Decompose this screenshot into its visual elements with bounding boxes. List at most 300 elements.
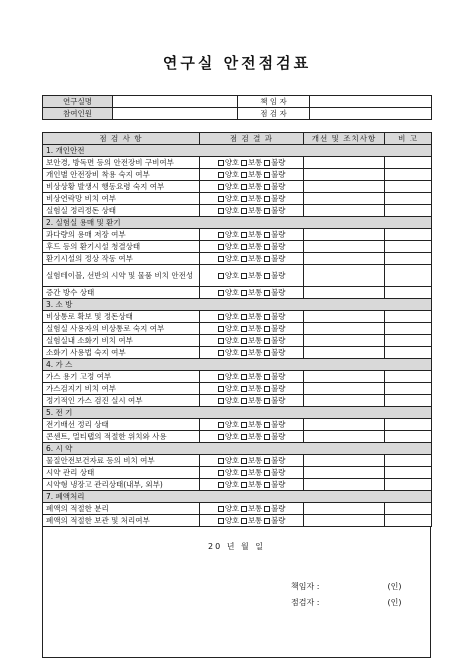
result-option-label: 불량 [271, 288, 286, 297]
action-field[interactable] [304, 157, 385, 169]
result-option-label: 불량 [271, 420, 286, 429]
result-option[interactable] [264, 324, 285, 333]
result-option-label: 불량 [271, 158, 286, 167]
checkbox-icon[interactable] [264, 350, 270, 356]
result-option-label: 양호 [224, 158, 239, 167]
result-option-label: 양호 [224, 348, 239, 357]
action-field[interactable] [304, 515, 385, 527]
checklist-row [43, 467, 432, 479]
result-option[interactable] [264, 432, 285, 441]
result-option-label: 불량 [271, 348, 286, 357]
result-option[interactable] [218, 230, 239, 239]
check-result-cell [200, 265, 304, 287]
checkbox-icon[interactable] [218, 422, 224, 428]
manager-seal[interactable]: (인) [387, 582, 402, 591]
checkbox-icon[interactable] [241, 184, 247, 190]
check-item-label: 비상통로 확보 및 정돈상태 [43, 311, 200, 323]
checkbox-icon[interactable] [218, 458, 224, 464]
inspector-signature-line [291, 597, 402, 608]
result-option[interactable] [264, 396, 285, 405]
participants-field[interactable] [113, 108, 238, 120]
result-option[interactable] [241, 158, 262, 167]
checkbox-icon[interactable] [218, 326, 224, 332]
checkbox-icon[interactable] [241, 518, 247, 524]
result-option[interactable] [218, 336, 239, 345]
result-option[interactable] [218, 182, 239, 191]
result-option[interactable] [241, 324, 262, 333]
remarks-field[interactable] [385, 371, 432, 383]
checkbox-icon[interactable] [241, 458, 247, 464]
checklist-row [43, 455, 432, 467]
result-option[interactable] [218, 170, 239, 179]
check-item-label: 정기적인 가스 검진 실시 여부 [43, 395, 200, 407]
remarks-field[interactable] [385, 169, 432, 181]
check-result-cell [200, 253, 304, 265]
inspector-seal[interactable]: (인) [387, 598, 402, 607]
result-option[interactable] [264, 504, 285, 513]
result-option[interactable] [264, 194, 285, 203]
checkbox-icon[interactable] [264, 290, 270, 296]
check-item-label: 실험테이블, 선반의 시약 및 물품 비치 안전성 [43, 265, 200, 287]
result-option[interactable] [241, 516, 262, 525]
check-item-label: 비상연락망 비치 여부 [43, 193, 200, 205]
checkbox-icon[interactable] [218, 434, 224, 440]
result-option-label: 양호 [224, 230, 239, 239]
result-option[interactable] [241, 420, 262, 429]
remarks-field[interactable] [385, 455, 432, 467]
result-option-label: 양호 [224, 516, 239, 525]
result-option[interactable] [264, 288, 285, 297]
check-item-label: 가스 용기 고정 여부 [43, 371, 200, 383]
checkbox-icon[interactable] [218, 518, 224, 524]
remarks-field[interactable] [385, 431, 432, 443]
check-result-cell [200, 287, 304, 299]
checkbox-icon[interactable] [264, 458, 270, 464]
remarks-field[interactable] [385, 157, 432, 169]
result-option[interactable] [264, 336, 285, 345]
result-option-label: 보통 [247, 480, 263, 489]
section-row [43, 491, 432, 503]
checkbox-icon[interactable] [264, 244, 270, 250]
checklist-row [43, 323, 432, 335]
lab-name-label: 연구실명 [43, 96, 113, 108]
result-option[interactable] [241, 480, 262, 489]
checkbox-icon[interactable] [218, 256, 224, 262]
checkbox-icon[interactable] [218, 374, 224, 380]
action-field[interactable] [304, 371, 385, 383]
check-item-label: 환기시설의 정상 작동 여부 [43, 253, 200, 265]
result-option[interactable] [241, 468, 262, 477]
result-option[interactable] [264, 242, 285, 251]
action-field[interactable] [304, 419, 385, 431]
action-field[interactable] [304, 383, 385, 395]
checkbox-icon[interactable] [264, 184, 270, 190]
checklist-row [43, 383, 432, 395]
checkbox-icon[interactable] [264, 208, 270, 214]
result-option[interactable] [241, 348, 262, 357]
remarks-field[interactable] [385, 193, 432, 205]
check-result-cell [200, 419, 304, 431]
result-option[interactable] [264, 456, 285, 465]
action-field[interactable] [304, 181, 385, 193]
result-option-label: 보통 [247, 468, 263, 477]
checkbox-icon[interactable] [241, 290, 247, 296]
section-row [43, 299, 432, 311]
section-row [43, 145, 432, 157]
result-option-label: 불량 [271, 242, 286, 251]
checkbox-icon[interactable] [241, 208, 247, 214]
checkbox-icon[interactable] [218, 273, 224, 279]
checkbox-icon[interactable] [218, 470, 224, 476]
result-option-label: 불량 [271, 468, 286, 477]
action-field[interactable] [304, 253, 385, 265]
result-option[interactable] [241, 254, 262, 263]
checkbox-icon[interactable] [218, 506, 224, 512]
result-option[interactable] [218, 288, 239, 297]
participants-label: 참여인원 [43, 108, 113, 120]
checkbox-icon[interactable] [264, 273, 270, 279]
remarks-field[interactable] [385, 205, 432, 217]
result-option[interactable] [218, 312, 239, 321]
checklist-row [43, 181, 432, 193]
checkbox-icon[interactable] [218, 232, 224, 238]
checkbox-icon[interactable] [264, 518, 270, 524]
checkbox-icon[interactable] [264, 398, 270, 404]
result-option[interactable] [264, 158, 285, 167]
result-option-label: 불량 [271, 384, 286, 393]
checkbox-icon[interactable] [264, 386, 270, 392]
section-title: 7. 폐액처리 [43, 491, 432, 503]
result-option[interactable] [218, 480, 239, 489]
action-field[interactable] [304, 395, 385, 407]
check-item-label: 시약 관리 상태 [43, 467, 200, 479]
checkbox-icon[interactable] [264, 422, 270, 428]
result-option[interactable] [264, 254, 285, 263]
result-option[interactable] [218, 432, 239, 441]
result-option-label: 양호 [224, 384, 239, 393]
remarks-field[interactable] [385, 419, 432, 431]
check-item-label: 과다량의 용매 저장 여부 [43, 229, 200, 241]
result-option[interactable] [218, 468, 239, 477]
remarks-field[interactable] [385, 229, 432, 241]
result-option[interactable] [218, 324, 239, 333]
result-option[interactable] [241, 242, 262, 251]
result-option[interactable] [241, 206, 262, 215]
checkbox-icon[interactable] [241, 244, 247, 250]
check-result-cell [200, 383, 304, 395]
remarks-field[interactable] [385, 241, 432, 253]
result-option[interactable] [218, 420, 239, 429]
checkbox-icon[interactable] [241, 232, 247, 238]
result-option-label: 양호 [224, 206, 239, 215]
checkbox-icon[interactable] [264, 256, 270, 262]
result-option-label: 불량 [271, 230, 286, 239]
date-line: 20 년 월 일 [208, 542, 265, 551]
signature-area [42, 527, 431, 658]
checkbox-icon[interactable] [241, 506, 247, 512]
checkbox-icon[interactable] [241, 326, 247, 332]
result-option-label: 보통 [247, 504, 263, 513]
inspector-label: 점 검 자 [238, 108, 310, 120]
result-option[interactable] [264, 480, 285, 489]
checklist-row [43, 311, 432, 323]
checkbox-icon[interactable] [241, 374, 247, 380]
result-option[interactable] [264, 170, 285, 179]
result-option[interactable] [218, 242, 239, 251]
result-option[interactable] [218, 372, 239, 381]
checkbox-icon[interactable] [218, 172, 224, 178]
result-option[interactable] [241, 182, 262, 191]
remarks-field[interactable] [385, 335, 432, 347]
remarks-field[interactable] [385, 323, 432, 335]
result-option[interactable] [218, 396, 239, 405]
remarks-field[interactable] [385, 503, 432, 515]
result-option-label: 보통 [247, 182, 263, 191]
result-option-label: 양호 [224, 324, 239, 333]
remarks-field[interactable] [385, 287, 432, 299]
section-title: 6. 시 약 [43, 443, 432, 455]
result-option[interactable] [218, 504, 239, 513]
checkbox-icon[interactable] [241, 172, 247, 178]
result-option[interactable] [241, 194, 262, 203]
check-result-cell [200, 515, 304, 527]
remarks-field[interactable] [385, 515, 432, 527]
checkbox-icon[interactable] [241, 398, 247, 404]
result-option-label: 불량 [271, 182, 286, 191]
result-option-label: 불량 [271, 170, 286, 179]
checkbox-icon[interactable] [264, 506, 270, 512]
result-option[interactable] [241, 271, 262, 280]
result-option-label: 보통 [247, 420, 263, 429]
check-result-cell [200, 371, 304, 383]
checkbox-icon[interactable] [218, 160, 224, 166]
checkbox-icon[interactable] [264, 434, 270, 440]
check-result-cell [200, 467, 304, 479]
check-item-label: 비상상황 발생시 행동요령 숙지 여부 [43, 181, 200, 193]
check-item-label: 전기배선 정리 상태 [43, 419, 200, 431]
result-option[interactable] [264, 372, 285, 381]
lab-name-field[interactable] [113, 96, 238, 108]
checkbox-icon[interactable] [241, 338, 247, 344]
checkbox-icon[interactable] [264, 326, 270, 332]
result-option-label: 불량 [271, 336, 286, 345]
result-option[interactable] [218, 384, 239, 393]
checklist-row [43, 265, 432, 287]
result-option[interactable] [218, 348, 239, 357]
result-option[interactable] [264, 271, 285, 280]
checkbox-icon[interactable] [264, 374, 270, 380]
checkbox-icon[interactable] [218, 482, 224, 488]
header-check-result: 점 검 결 과 [200, 133, 304, 145]
result-option-label: 보통 [247, 372, 263, 381]
check-result-cell [200, 479, 304, 491]
check-result-cell [200, 169, 304, 181]
result-option[interactable] [241, 504, 262, 513]
checkbox-icon[interactable] [241, 350, 247, 356]
checkbox-icon[interactable] [264, 314, 270, 320]
check-item-label: 실험실 사용자의 비상통로 숙지 여부 [43, 323, 200, 335]
action-field[interactable] [304, 479, 385, 491]
checkbox-icon[interactable] [218, 244, 224, 250]
result-option[interactable] [264, 384, 285, 393]
result-option[interactable] [241, 372, 262, 381]
remarks-field[interactable] [385, 311, 432, 323]
checkbox-icon[interactable] [241, 256, 247, 262]
action-field[interactable] [304, 287, 385, 299]
checkbox-icon[interactable] [218, 398, 224, 404]
result-option[interactable] [241, 396, 262, 405]
checkbox-icon[interactable] [218, 338, 224, 344]
result-option-label: 불량 [271, 372, 286, 381]
result-option-label: 보통 [247, 194, 263, 203]
result-option[interactable] [241, 456, 262, 465]
checkbox-icon[interactable] [264, 160, 270, 166]
action-field[interactable] [304, 265, 385, 287]
result-option[interactable] [241, 336, 262, 345]
checkbox-icon[interactable] [241, 196, 247, 202]
result-option[interactable] [218, 158, 239, 167]
manager-signature-line [291, 581, 402, 592]
checkbox-icon[interactable] [218, 290, 224, 296]
checkbox-icon[interactable] [218, 314, 224, 320]
checkbox-icon[interactable] [241, 422, 247, 428]
action-field[interactable] [304, 455, 385, 467]
result-option[interactable] [264, 420, 285, 429]
result-option[interactable] [264, 348, 285, 357]
result-option[interactable] [218, 516, 239, 525]
result-option[interactable] [264, 206, 285, 215]
result-option-label: 양호 [224, 456, 239, 465]
action-field[interactable] [304, 503, 385, 515]
remarks-field[interactable] [385, 383, 432, 395]
section-row [43, 443, 432, 455]
checkbox-icon[interactable] [241, 482, 247, 488]
section-title: 1. 개인안전 [43, 145, 432, 157]
result-option-label: 불량 [271, 312, 286, 321]
result-option[interactable] [241, 432, 262, 441]
result-option[interactable] [218, 194, 239, 203]
checkbox-icon[interactable] [241, 314, 247, 320]
checklist-row [43, 335, 432, 347]
result-option[interactable] [218, 206, 239, 215]
action-field[interactable] [304, 323, 385, 335]
result-option-label: 보통 [247, 336, 263, 345]
remarks-field[interactable] [385, 479, 432, 491]
checkbox-icon[interactable] [264, 470, 270, 476]
result-option[interactable] [241, 312, 262, 321]
check-item-label: 콘센트, 멀티탭의 적절한 위치와 사용 [43, 431, 200, 443]
checkbox-icon[interactable] [218, 208, 224, 214]
action-field[interactable] [304, 229, 385, 241]
result-option-label: 양호 [224, 170, 239, 179]
result-option[interactable] [264, 230, 285, 239]
result-option[interactable] [218, 254, 239, 263]
result-option-label: 보통 [247, 324, 263, 333]
checkbox-icon[interactable] [241, 470, 247, 476]
checklist-row [43, 229, 432, 241]
checkbox-icon[interactable] [241, 273, 247, 279]
result-option-label: 불량 [271, 516, 286, 525]
checkbox-icon[interactable] [218, 184, 224, 190]
action-field[interactable] [304, 205, 385, 217]
manager-field[interactable] [310, 96, 432, 108]
checkbox-icon[interactable] [264, 172, 270, 178]
result-option[interactable] [241, 288, 262, 297]
checkbox-icon[interactable] [241, 434, 247, 440]
checklist-row [43, 371, 432, 383]
action-field[interactable] [304, 241, 385, 253]
checkbox-icon[interactable] [218, 350, 224, 356]
result-option-label: 보통 [247, 271, 263, 280]
remarks-field[interactable] [385, 395, 432, 407]
section-row [43, 407, 432, 419]
inspector-field[interactable] [310, 108, 432, 120]
action-field[interactable] [304, 335, 385, 347]
checklist-row [43, 157, 432, 169]
check-result-cell [200, 241, 304, 253]
result-option-label: 보통 [247, 456, 263, 465]
remarks-field[interactable] [385, 265, 432, 287]
result-option[interactable] [264, 468, 285, 477]
action-field[interactable] [304, 467, 385, 479]
checklist-row [43, 193, 432, 205]
action-field[interactable] [304, 311, 385, 323]
result-option[interactable] [241, 170, 262, 179]
result-option[interactable] [241, 230, 262, 239]
checkbox-icon[interactable] [264, 482, 270, 488]
action-field[interactable] [304, 347, 385, 359]
checkbox-icon[interactable] [241, 386, 247, 392]
remarks-field[interactable] [385, 347, 432, 359]
check-result-cell [200, 157, 304, 169]
result-option-label: 불량 [271, 432, 286, 441]
result-option[interactable] [264, 312, 285, 321]
checkbox-icon[interactable] [218, 386, 224, 392]
remarks-field[interactable] [385, 467, 432, 479]
result-option-label: 양호 [224, 432, 239, 441]
remarks-field[interactable] [385, 181, 432, 193]
action-field[interactable] [304, 169, 385, 181]
checklist-row [43, 205, 432, 217]
result-option[interactable] [218, 271, 239, 280]
checkbox-icon[interactable] [218, 196, 224, 202]
result-option-label: 양호 [224, 420, 239, 429]
checkbox-icon[interactable] [264, 196, 270, 202]
result-option-label: 양호 [224, 288, 239, 297]
remarks-field[interactable] [385, 253, 432, 265]
manager-label: 책 임 자 [238, 96, 310, 108]
checkbox-icon[interactable] [264, 232, 270, 238]
checklist-row [43, 479, 432, 491]
result-option[interactable] [218, 456, 239, 465]
checklist-row [43, 253, 432, 265]
result-option[interactable] [264, 516, 285, 525]
checklist-row [43, 347, 432, 359]
checkbox-icon[interactable] [241, 160, 247, 166]
action-field[interactable] [304, 431, 385, 443]
checkbox-icon[interactable] [264, 338, 270, 344]
result-option-label: 양호 [224, 468, 239, 477]
result-option-label: 보통 [247, 384, 263, 393]
result-option[interactable] [241, 384, 262, 393]
checklist-header-row [43, 133, 432, 145]
check-item-label: 실험실 정리정돈 상태 [43, 205, 200, 217]
check-result-cell [200, 181, 304, 193]
check-result-cell [200, 311, 304, 323]
action-field[interactable] [304, 193, 385, 205]
result-option[interactable] [264, 182, 285, 191]
inspector-signature-label: 점검자 : [291, 598, 320, 607]
